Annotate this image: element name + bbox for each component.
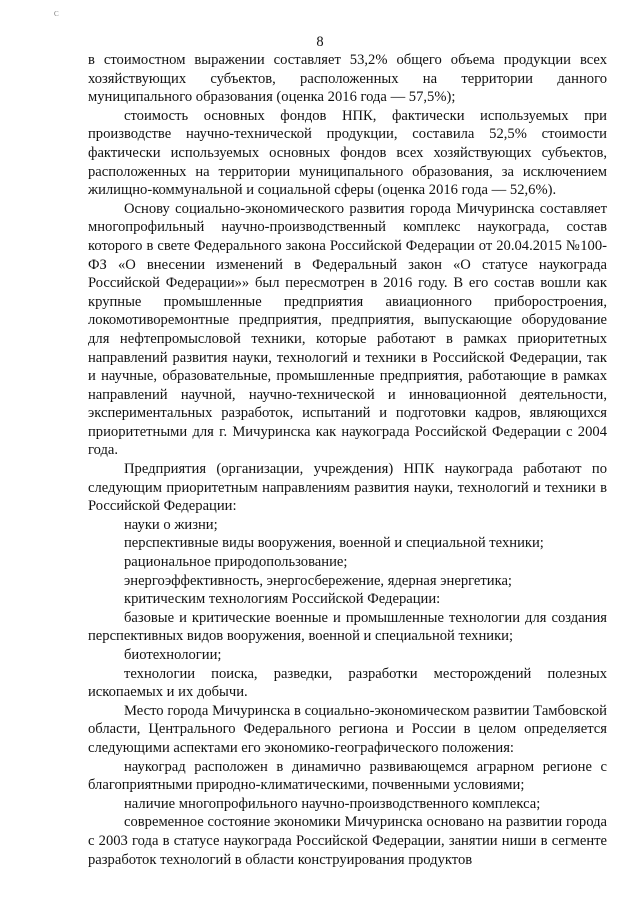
paragraph: Место города Мичуринска в социально-экономическом развитии Тамбовской области, Центрального Федерального региона и России в целом определяется следующими аспектами его экономико-географического положения: <box>88 702 607 756</box>
paragraph: критическим технологиям Российской Федерации: <box>124 591 441 608</box>
document-body <box>88 51 607 869</box>
paragraph: Основу социально-экономического развития города Мичуринска составляет многопрофильный научно-производственный комплекс наукограда, состав которого в свете Федерального закона Российской Федерации от 20.04.2015 №100-ФЗ «О внесении изменений в Федеральный закон «О статусе наукограда Российской Федерации»» был пересмотрен в 2016 году. В его состав вошли как крупные промышленные предприятия авиационного приборостроения, локомотиворемонтные предприятия, предприятия, выпускающие оборудование для нефтепромысловой техники, которые работают в рамках приоритетных направлений развития науки, технологий и техники в Российской Федерации, так и научные, образовательные, промышленные предприятия, работающие в рамках направлений научной, научно-технической и инновационной деятельности, экспериментальных разработок, испытаний и подготовки кадров, являющихся приоритетными для г. Мичуринска как наукограда Российской Федерации с 2004 года. <box>88 200 607 459</box>
page-number: 8 <box>316 34 324 50</box>
paragraph: биотехнологии; <box>124 647 222 663</box>
paragraph: технологии поиска, разведки, разработки месторождений полезных ископаемых и их добычи. <box>88 665 607 701</box>
corner-mark: C <box>54 10 59 18</box>
paragraph: современное состояние экономики Мичуринска основано на развитии города с 2003 года в статусе наукограда Российской Федерации, занятии ниши в сегменте разработок технологий в области конструирования продуктов <box>88 814 607 868</box>
paragraph: Предприятия (организации, учреждения) НПК наукограда работают по следующим приоритетным направлениям развития науки, технологий и техники в Российской Федерации: <box>88 461 607 515</box>
paragraph: наличие многопрофильного научно-производственного комплекса; <box>124 795 541 812</box>
paragraph: наукоград расположен в динамично развивающемся аграрном регионе с благоприятными природно-климатическими, почвенными условиями; <box>88 758 607 794</box>
paragraph: науки о жизни; <box>124 516 218 533</box>
paragraph: перспективные виды вооружения, военной и специальной техники; <box>124 535 544 552</box>
paragraph: базовые и критические военные и промышленные технологии для создания перспективных видов вооружения, военной и специальной техники; <box>88 609 607 645</box>
paragraph: в стоимостном выражении составляет 53,2% общего объема продукции всех хозяйствующих субъектов, расположенных на территории данного муниципального образования (оценка 2016 года — 57,5%); <box>88 52 607 106</box>
paragraph: рациональное природопользование; <box>124 554 348 571</box>
paragraph: энергоэффективность, энергосбережение, ядерная энергетика; <box>124 572 512 589</box>
paragraph: стоимость основных фондов НПК, фактически используемых при производстве научно-технической продукции, составила 52,5% стоимости фактически используемых основных фондов всех хозяйствующих субъектов, расположенных на территории муниципального образования, за исключением жилищно-коммунальной и социальной сферы (оценка 2016 года — 52,6%). <box>88 107 607 199</box>
